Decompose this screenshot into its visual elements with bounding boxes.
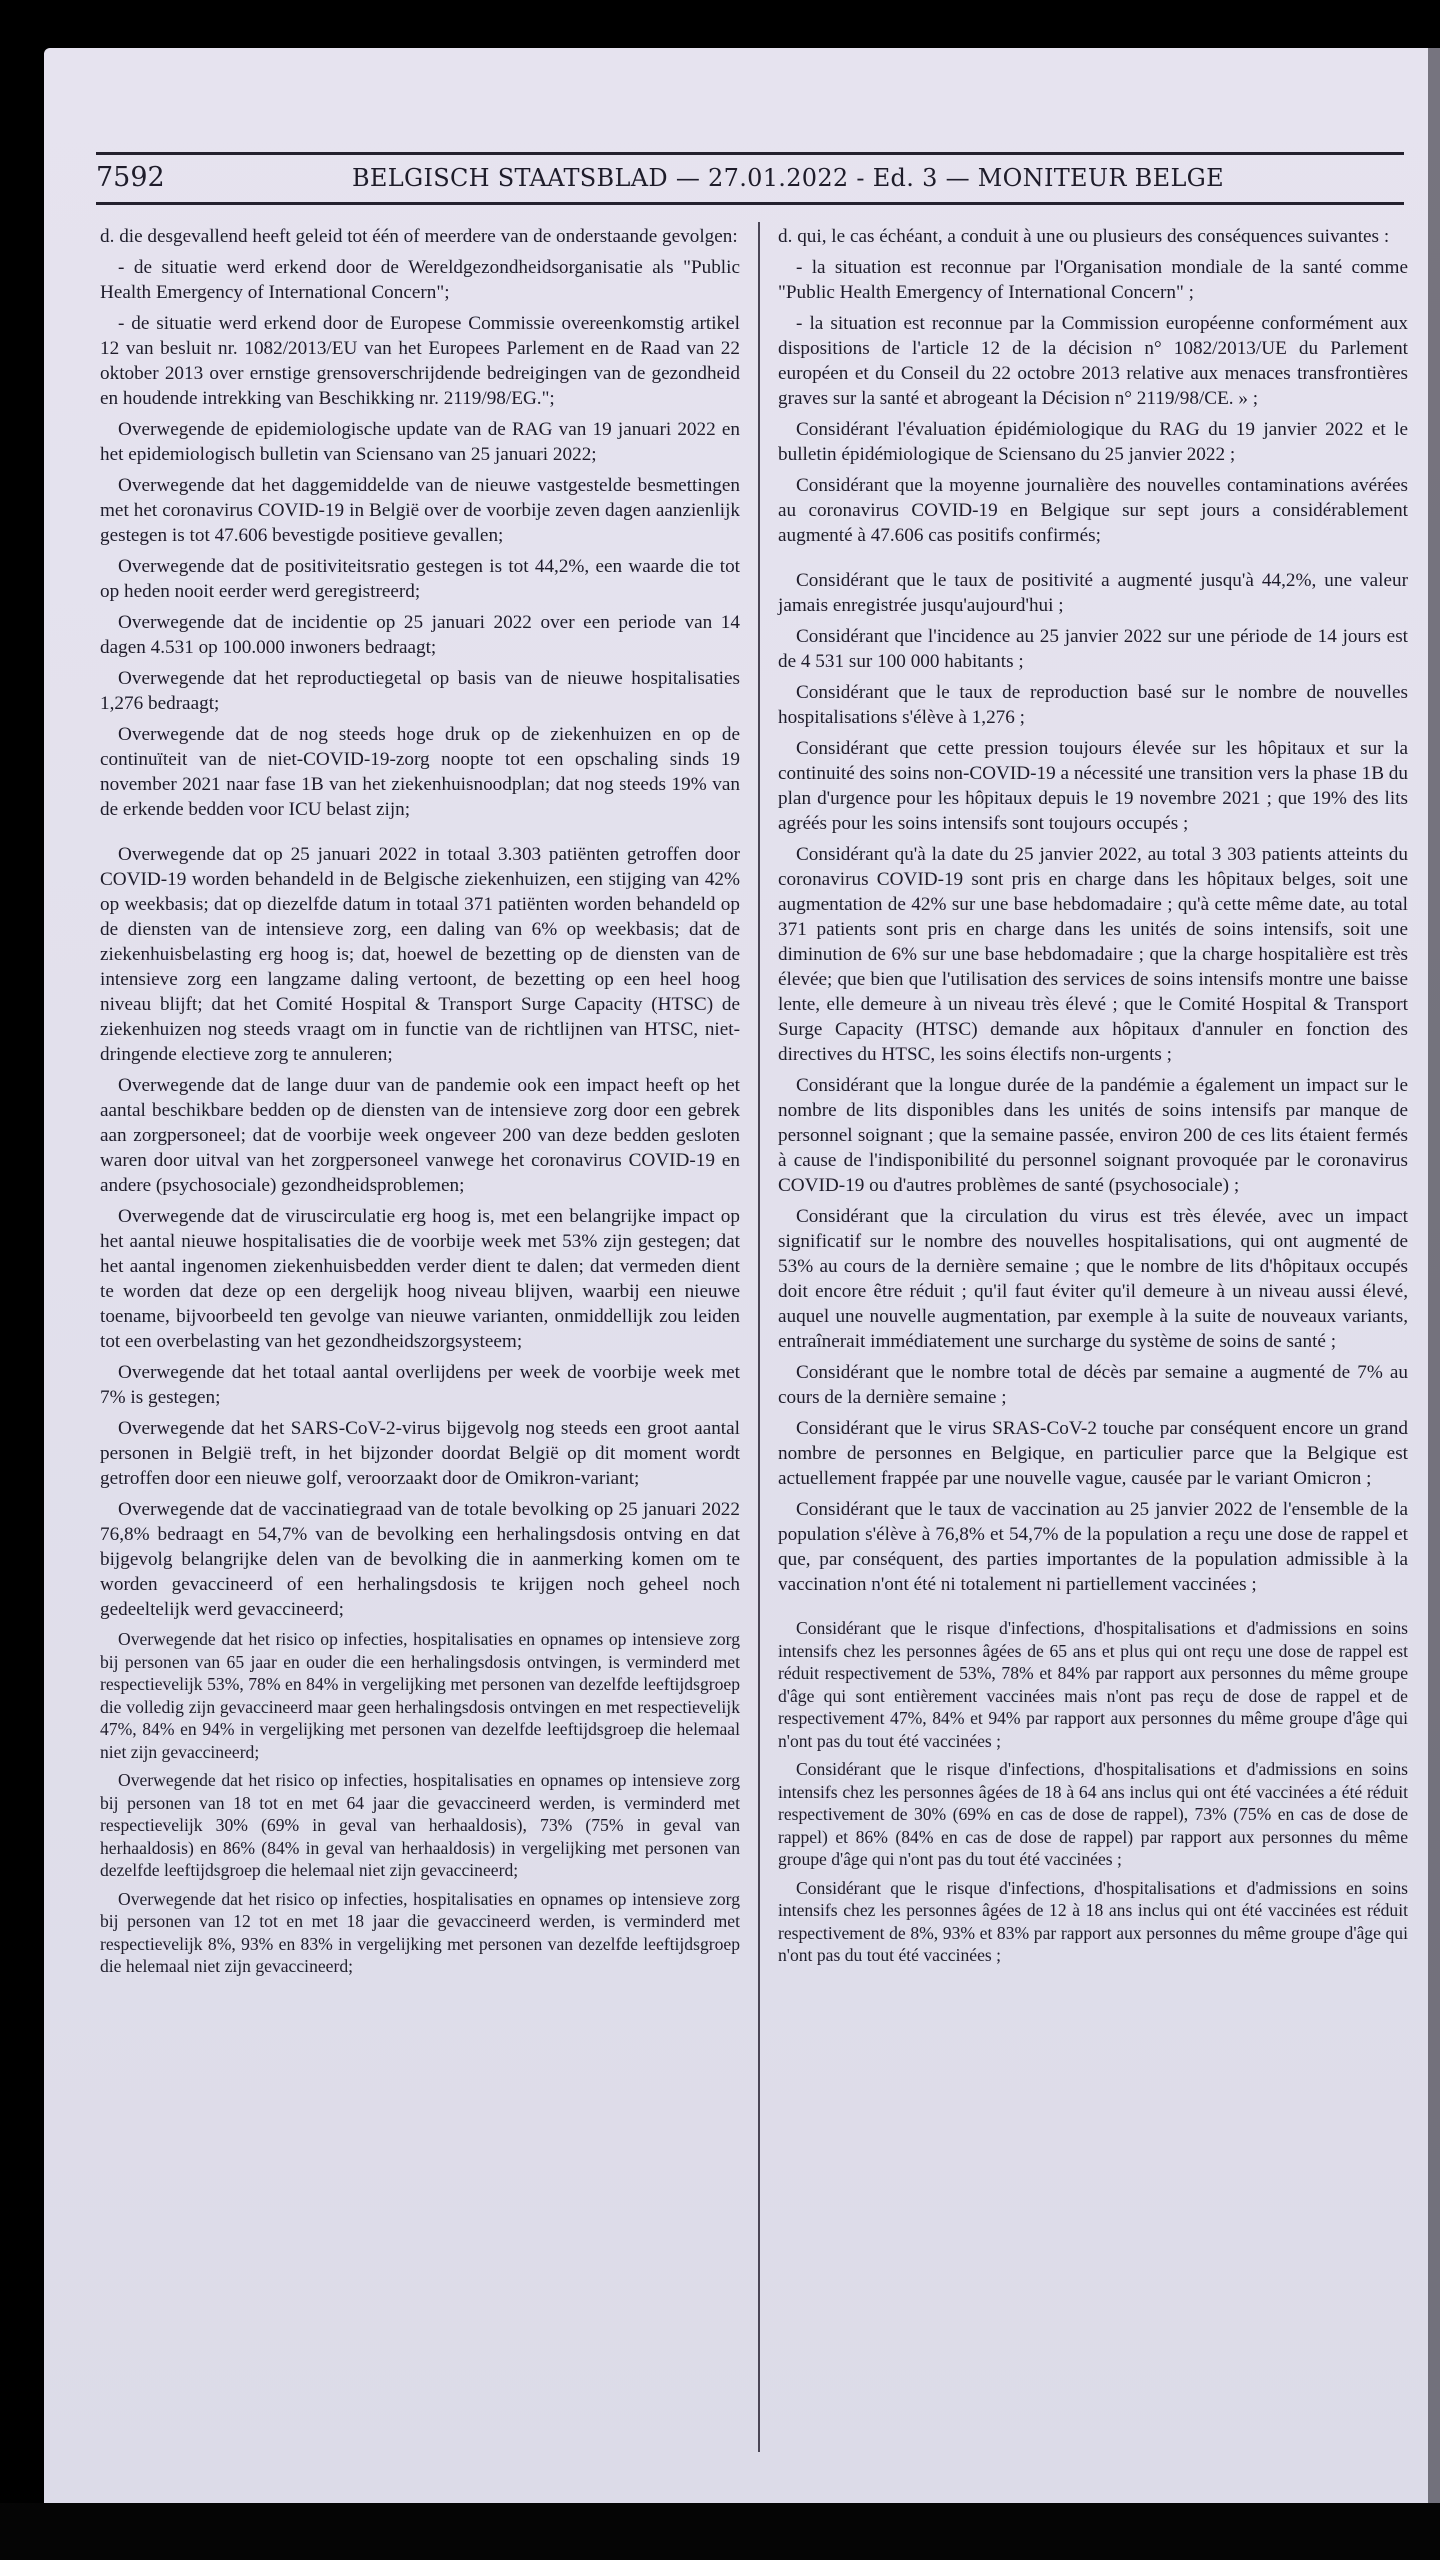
paragraph: Overwegende de epidemiologische update van de RAG van 19 januari 2022 en het epidemiologisch bulletin van Sciensano van 25 januari 2022; — [100, 419, 740, 465]
paragraph: Considérant que la longue durée de la pandémie a également un impact sur le nombre de lits disponibles dans les unités de soins intensifs par manque de personnel soignant ; que la semaine passée, environ 200 de ces lits étaient fermés à cause de l'indisponibilité du personnel soignant provoquée par le coronavirus COVID-19 ou d'autres problèmes de santé (psychosociale) ; — [778, 1075, 1408, 1196]
french-column — [778, 224, 1408, 1973]
paragraph: Considérant que le taux de positivité a augmenté jusqu'à 44,2%, une valeur jamais enregistrée jusqu'aujourd'hui ; — [778, 570, 1408, 616]
paragraph: Overwegende dat de positiviteitsratio gestegen is tot 44,2%, een waarde die tot op heden nooit eerder werd geregistreerd; — [100, 556, 740, 602]
header-rule-bottom — [96, 202, 1404, 205]
paragraph: Considérant que le risque d'infections, d'hospitalisations et d'admissions en soins intensifs chez les personnes âgées de 12 à 18 ans inclus qui ont été vaccinées est réduit respectivement de 8%, 93% et 83% par rapport aux personnes du même groupe d'âge qui n'ont pas du tout été vaccinées ; — [778, 1877, 1408, 1965]
paragraph: Considérant que le risque d'infections, d'hospitalisations et d'admissions en soins intensifs chez les personnes âgées de 18 à 64 ans inclus qui ont été vaccinées a été réduit respectivement de 30% (69% en cas de dose de rappel), 73% (75% en cas de dose de rappel) et 86% (84% en cas de dose de rappel) par rapport aux personnes du même groupe d'âge qui n'ont pas du tout été vaccinées ; — [778, 1759, 1408, 1869]
paragraph: - de situatie werd erkend door de Europese Commissie overeenkomstig artikel 12 van besluit nr. 1082/2013/EU van het Europees Parlement en de Raad van 22 oktober 2013 over ernstige grensoverschrijdende bedreigingen van de gezondheid en houdende intrekking van Beschikking nr. 2119/98/EG."; — [100, 313, 740, 409]
paragraph: Overwegende dat het risico op infecties, hospitalisaties en opnames op intensieve zorg bij personen van 65 jaar en ouder die een herhalingsdosis ontvingen, is verminderd met respectievelijk 53%, 78% en 84% in vergelijking met personen van dezelfde leeftijdsgroep die volledig zijn gevaccineerd maar geen herhalingsdosis ontvingen en met respectievelijk 47%, 84% en 94% in vergelijking met personen van dezelfde leeftijdsgroep die helemaal niet zijn gevaccineerd; — [100, 1629, 740, 1762]
paragraph: d. qui, le cas échéant, a conduit à une ou plusieurs des conséquences suivantes : — [778, 226, 1390, 247]
paragraph: Considérant que l'incidence au 25 janvier 2022 sur une période de 14 jours est de 4 531 sur 100 000 habitants ; — [778, 626, 1408, 672]
page-edge-shadow — [1428, 48, 1440, 2503]
paragraph: Overwegende dat het SARS-CoV-2-virus bijgevolg nog steeds een groot aantal personen in België treft, in het bijzonder doordat België op dit moment wordt getroffen door een nieuwe golf, veroorzaakt door de Omikron-variant; — [100, 1418, 740, 1489]
paragraph: Considérant que le taux de vaccination au 25 janvier 2022 de l'ensemble de la population s'élève à 76,8% et 54,7% de la population a reçu une dose de rappel et que, par conséquent, des parties importantes de la population admissible à la vaccination n'ont été ni totalement ni partiellement vaccinées ; — [778, 1499, 1408, 1595]
paragraph: Considérant que la circulation du virus est très élevée, avec un impact significatif sur le nombre des nouvelles hospitalisations, qui ont augmenté de 53% au cours de la dernière semaine ; que le nombre de lits d'hôpitaux occupés doit encore être réduit ; qu'il faut éviter qu'il demeure à un niveau aussi élevé, auquel une nouvelle augmentation, par exemple à la suite de nouveaux variants, entraînerait immédiatement une surcharge du système de soins de santé ; — [778, 1206, 1408, 1352]
paragraph: Considérant que cette pression toujours élevée sur les hôpitaux et sur la continuité des soins non-COVID-19 a nécessité une transition vers la phase 1B du plan d'urgence pour les hôpitaux depuis le 19 novembre 2021 ; que 19% des lits agréés pour les soins intensifs sont toujours occupés ; — [778, 738, 1408, 834]
paragraph: Overwegende dat de viruscirculatie erg hoog is, met een belangrijke impact op het aantal nieuwe hospitalisaties die de voorbije week met 53% zijn gestegen; dat het aantal ingenomen ziekenhuisbedden verder dient te dalen; dat vermeden dient te worden dat deze op een dergelijk hoog niveau blijven, waarbij een nieuwe toename, bijvoorbeeld ten gevolge van nieuwe varianten, onmiddellijk zou leiden tot een overbelasting van het gezondheidszorgsysteem; — [100, 1206, 740, 1352]
paragraph: Overwegende dat de nog steeds hoge druk op de ziekenhuizen en op de continuïteit van de niet-COVID-19-zorg noopte tot een opschaling sinds 19 november 2021 naar fase 1B van het ziekenhuisnoodplan; dat nog steeds 19% van de erkende bedden voor ICU belast zijn; — [100, 724, 740, 820]
paragraph: Overwegende dat de vaccinatiegraad van de totale bevolking op 25 januari 2022 76,8% bedraagt en 54,7% van de bevolking een herhalingsdosis ontving en dat bijgevolg belangrijke delen van de bevolking die in aanmerking komen om te worden gevaccineerd of een herhalingsdosis te krijgen noch geheel noch gedeeltelijk werd gevaccineerd; — [100, 1499, 740, 1620]
paragraph: - la situation est reconnue par l'Organisation mondiale de la santé comme "Public Health Emergency of International Concern" ; — [778, 257, 1408, 303]
paragraph: d. die desgevallend heeft geleid tot één of meerdere van de onderstaande gevolgen: — [100, 226, 738, 247]
paragraph: Considérant que le taux de reproduction basé sur le nombre de nouvelles hospitalisations s'élève à 1,276 ; — [778, 682, 1408, 728]
paragraph: Considérant que la moyenne journalière des nouvelles contaminations avérées au coronavirus COVID-19 en Belgique sur sept jours a considérablement augmenté à 47.606 cas positifs confirmés; — [778, 475, 1408, 546]
paragraph: - de situatie werd erkend door de Wereldgezondheidsorganisatie als "Public Health Emergency of International Concern"; — [100, 257, 740, 303]
paragraph: - la situation est reconnue par la Commission européenne conformément aux dispositions de l'article 12 de la décision n° 1082/2013/UE du Parlement européen et du Conseil du 22 octobre 2013 relative aux menaces transfrontières graves sur la santé et abrogeant la Décision n° 2119/98/CE. » ; — [778, 313, 1408, 409]
column-divider — [758, 222, 760, 2452]
paragraph: Considérant l'évaluation épidémiologique du RAG du 19 janvier 2022 et le bulletin épidémiologique de Sciensano du 25 janvier 2022 ; — [778, 419, 1408, 465]
paragraph: Overwegende dat de lange duur van de pandemie ook een impact heeft op het aantal beschikbare bedden op de diensten van de intensieve zorg door een gebrek aan zorgpersoneel; dat de voorbije week ongeveer 200 van deze bedden gesloten waren door uitval van het zorgpersoneel vanwege het coronavirus COVID-19 en andere (psychosociale) gezondheidsproblemen; — [100, 1075, 740, 1196]
paragraph: Overwegende dat op 25 januari 2022 in totaal 3.303 patiënten getroffen door COVID-19 worden behandeld in de Belgische ziekenhuizen, een stijging van 42% op weekbasis; dat op diezelfde datum in totaal 371 patiënten worden behandeld op de diensten van de intensieve zorg, een daling van 6% op weekbasis; dat de ziekenhuisbelasting erg hoog is; dat, hoewel de bezetting op de diensten van de intensieve zorg een langzame daling vertoont, de bezetting op een heel hoog niveau blijft; dat het Comité Hospital & Transport Surge Capacity (HTSC) de ziekenhuizen nog steeds vraagt om in functie van de richtlijnen van HTSC, niet-dringende electieve zorg te annuleren; — [100, 844, 740, 1065]
paragraph: Considérant qu'à la date du 25 janvier 2022, au total 3 303 patients atteints du coronavirus COVID-19 sont pris en charge dans les hôpitaux belges, soit une augmentation de 42% sur une base hebdomadaire ; qu'à cette même date, au total 371 patients sont pris en charge dans les unités de soins intensifs, soit une diminution de 6% sur une base hebdomadaire ; que la charge hospitalière est très élevée; que bien que l'utilisation des services de soins intensifs montre une baisse lente, elle demeure à un niveau très élevé ; que le Comité Hospital & Transport Surge Capacity (HTSC) demande aux hôpitaux d'annuler en fonction des directives du HTSC, les soins électifs non-urgents ; — [778, 844, 1408, 1065]
page-header-title: BELGISCH STAATSBLAD — 27.01.2022 - Ed. 3 — MONITEUR BELGE — [352, 164, 1224, 192]
paragraph: Overwegende dat het risico op infecties, hospitalisaties en opnames op intensieve zorg bij personen van 12 tot en met 18 jaar die gevaccineerd werden, is verminderd met respectievelijk 8%, 93% en 83% in vergelijking met personen van dezelfde leeftijdsgroep die helemaal niet zijn gevaccineerd; — [100, 1888, 740, 1976]
header-rule-top — [96, 152, 1404, 155]
paragraph: Overwegende dat het risico op infecties, hospitalisaties en opnames op intensieve zorg bij personen van 18 tot en met 64 jaar die gevaccineerd werden, is verminderd met respectievelijk 30% (69% in geval van herhaaldosis), 73% (75% in geval van herhaaldosis) en 86% (84% in geval van herhaaldosis) in vergelijking met personen van dezelfde leeftijdsgroep die helemaal niet zijn gevaccineerd; — [100, 1770, 740, 1880]
paragraph: Considérant que le risque d'infections, d'hospitalisations et d'admissions en soins intensifs chez les personnes âgées de 65 ans et plus qui ont reçu une dose de rappel est réduit respectivement de 53%, 78% et 84% par rapport aux personnes du même groupe d'âge qui sont entièrement vaccinées mais n'ont pas reçu de dose de rappel et de respectivement 47%, 84% et 94% par rapport aux personnes du même groupe d'âge qui n'ont pas du tout été vaccinées ; — [778, 1618, 1408, 1751]
paragraph: Overwegende dat het reproductiegetal op basis van de nieuwe hospitalisaties 1,276 bedraagt; — [100, 668, 740, 714]
paragraph: Overwegende dat het totaal aantal overlijdens per week de voorbije week met 7% is gestegen; — [100, 1362, 740, 1408]
paragraph: Overwegende dat het daggemiddelde van de nieuwe vastgestelde besmettingen met het coronavirus COVID-19 in België over de voorbije zeven dagen aanzienlijk gestegen is tot 47.606 bevestigde positieve gevallen; — [100, 475, 740, 546]
paragraph: Considérant que le nombre total de décès par semaine a augmenté de 7% au cours de la dernière semaine ; — [778, 1362, 1408, 1408]
paragraph: Considérant que le virus SRAS-CoV-2 touche par conséquent encore un grand nombre de personnes en Belgique, en particulier parce que la Belgique est actuellement frappée par une nouvelle vague, causée par le variant Omicron ; — [778, 1418, 1408, 1489]
page-number: 7592 — [96, 162, 165, 193]
dutch-column — [100, 224, 740, 1984]
paragraph: Overwegende dat de incidentie op 25 januari 2022 over een periode van 14 dagen 4.531 op 100.000 inwoners bedraagt; — [100, 612, 740, 658]
screen-bezel-bottom — [0, 2503, 1440, 2560]
